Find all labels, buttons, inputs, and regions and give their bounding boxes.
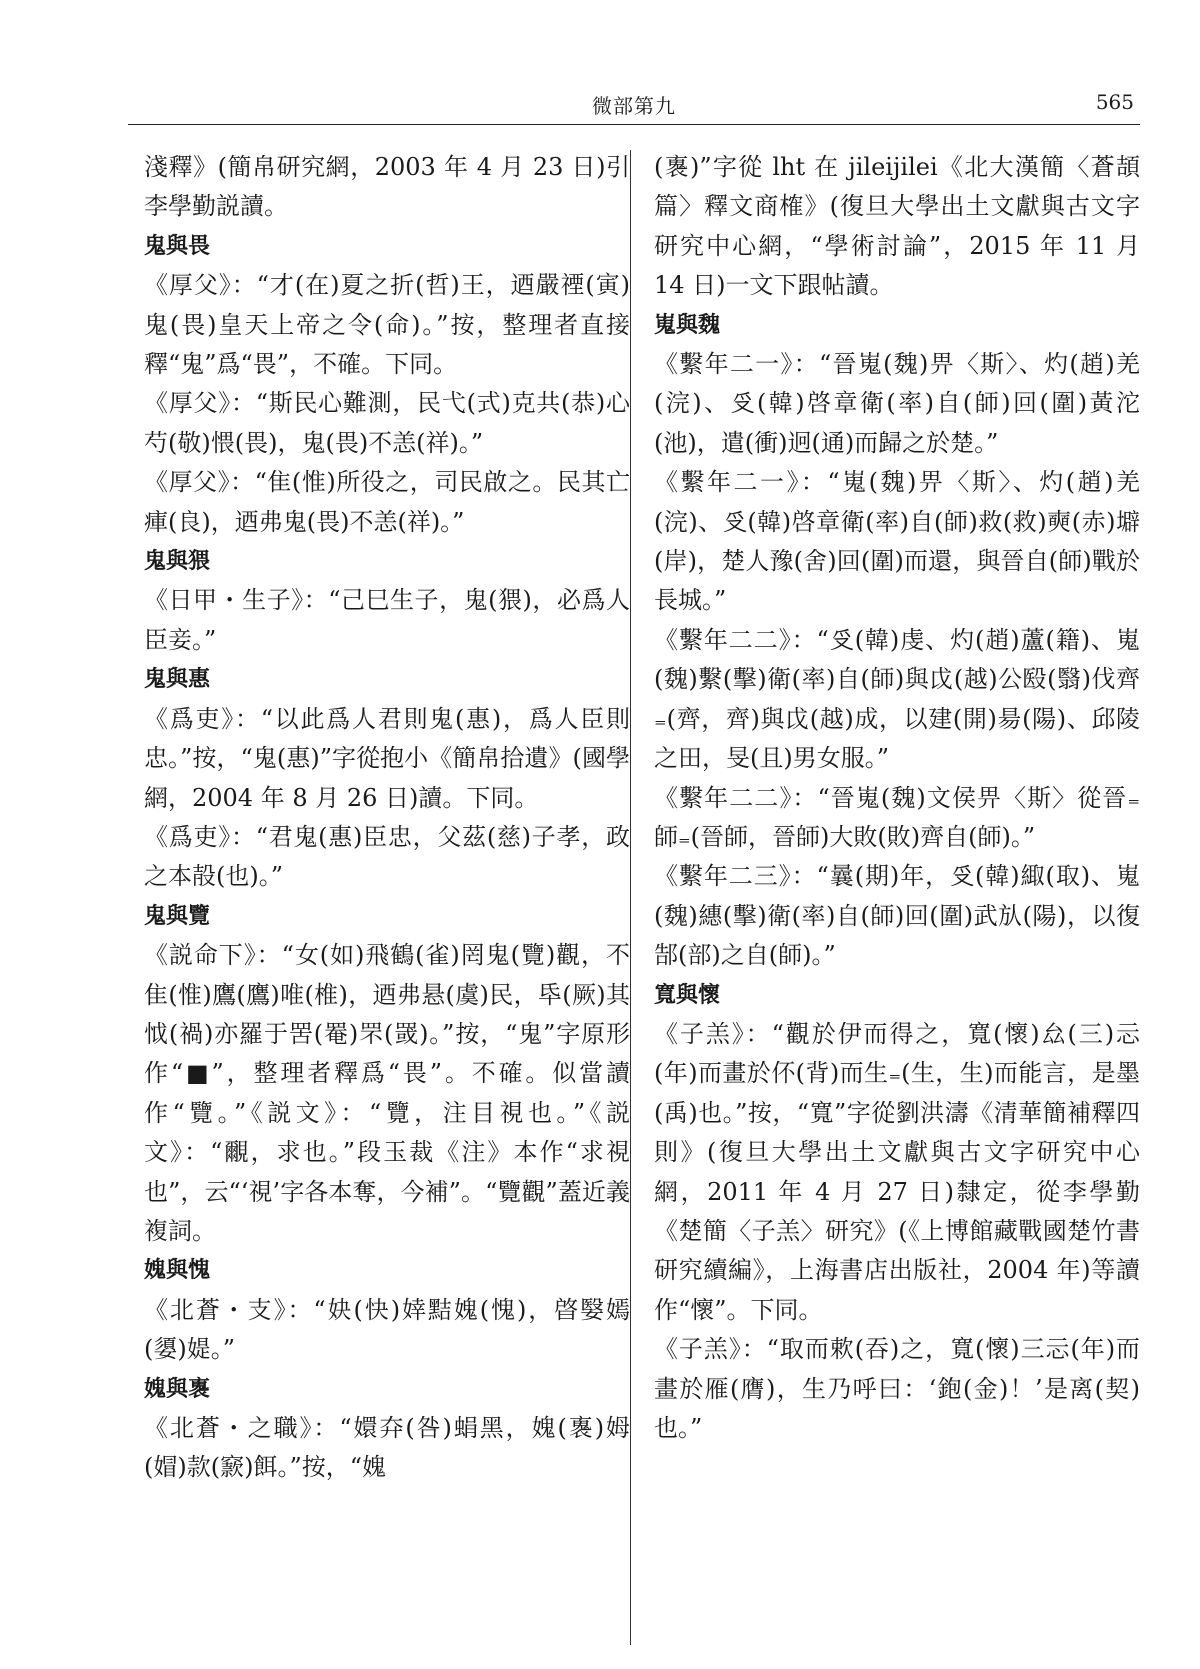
entry-heading: 鬼與覽	[144, 903, 211, 929]
paragraph: 《繫年二一》：“嵬(魏)畀〈斯〉、灼(趙)羌(浣)、𠬪(韓)啓章衛(率)自(師)救(救)奭(赤)壀(岸)，楚人豫(舍)回(圍)而還，與晉自(師)戰於長城。”	[654, 468, 1140, 615]
paragraph: 《日甲・生子》：“己巳生子，鬼(猥)，必爲人臣妾。”	[144, 586, 630, 654]
paragraph: 《繫年二二》：“𠬪(韓)虔、灼(趙)蘆(籍)、嵬(魏)繫(擊)衛(率)自(師)與戉(越)公殹(翳)伐齊₌(齊，齊)與戉(越)成，以建(開)昜(陽)、邱陵之田，旻(且)男女服。”	[654, 625, 1140, 773]
running-header	[128, 84, 1140, 125]
paragraph: 《爲吏》：“以此爲人君則鬼(惠)，爲人臣則忠。”按，“鬼(惠)”字從抱小《簡帛拾遺》(國學網，2004 年 8 月 26 日)讀。下同。	[144, 704, 630, 812]
paragraph: 《説命下》：“女(如)飛鶴(雀)罔鬼(覽)觀，不隹(惟)鷹(鷹)唯(椎)，迺弗悬(虞)民，氒(厥)其怴(禍)亦羅于罟(罨)罘(罭)。”按，“鬼”字原形作“■”，整理者釋爲“畏”。不確。似當讀作“覽。”《説文》：“覽，注目視也。”《説文》：“覼，求也。”段玉裁《注》本作“求視也”，云“‘視’字各本奪，今補”。“覽觀”蓋近義複詞。	[144, 941, 630, 1245]
entry-heading: 媿與愧	[144, 1258, 211, 1284]
paragraph: 《子羔》：“觀於伊而得之，寬(懷)厽(三)忈(年)而畫於伓(背)而生₌(生，生)而能言，是墨(禹)也。”按，“寬”字從劉洪濤《清華簡補釋四則》(復旦大學出土文獻與古文字研究中心網，2011 年 4 月 27 日)隸定，從李學勤《楚簡〈子羔〉研究》(《上博館藏戰國楚竹書研究續編》，上海書店出版社，2004 年)等讀作“懷”。下同。	[654, 1019, 1140, 1324]
paragraph: 《厚父》：“斯民心難測，民弋(式)克共(恭)心芍(敬)愄(畏)，鬼(畏)不恙(祥)。”	[144, 389, 630, 457]
entry-heading: 鬼與猥	[144, 549, 211, 575]
paragraph: 《繫年二三》：“曩(期)年，𠬪(韓)緅(取)、嵬(魏)繐(擊)衛(率)自(師)回(圍)武㫃(陽)，以復郜(部)之自(師)。”	[654, 862, 1140, 970]
paragraph: 淺釋》(簡帛研究網，2003 年 4 月 23 日)引李學勤説讀。	[144, 153, 630, 221]
paragraph: 《子羔》：“取而欶(吞)之，寬(懷)三忈(年)而畫於雁(膺)，生乃呼曰：‘鉋(金)！’是离(契)也。”	[654, 1335, 1140, 1442]
paragraph: 《爲吏》：“君鬼(惠)臣忠，父茲(慈)子孝，政之本㱿(也)。”	[144, 822, 630, 891]
paragraph: 《厚父》：“才(在)夏之折(哲)王，迺嚴禋(寅)鬼(畏)皇天上帝之令(命)。”按，整理者直接釋“鬼”爲“畏”，不確。下同。	[144, 271, 630, 379]
column-divider	[630, 150, 631, 1645]
paragraph: 《繫年二二》：“晉嵬(魏)文侯畀〈斯〉從晉₌師₌(晉師，晉師)大敗(敗)齊自(師)。”	[654, 783, 1140, 851]
entry-heading: 嵬與魏	[654, 312, 721, 338]
entry-heading: 寬與懷	[654, 982, 721, 1008]
page-number: 565	[1095, 90, 1134, 114]
paragraph: 《厚父》：“隹(惟)所役之，司民啟之。民其亡㾝(良)，迺弗鬼(畏)不恙(祥)。”	[144, 468, 630, 536]
paragraph: 《北蒼・之職》：“嬛㚏(咎)蜎黑，媿(褢)姆(媢)款(窾)餌。”按，“媿	[144, 1414, 630, 1482]
right-column	[654, 148, 1140, 1448]
entry-heading: 鬼與惠	[144, 667, 211, 693]
running-title: 微部第九	[592, 94, 676, 118]
paragraph: (褢)”字從 lht 在 jileijilei《北大漢簡〈蒼頡篇〉釋文商榷》(復旦大學出土文獻與古文字研究中心網，“學術討論”，2015 年 11 月 14 日)一文下跟帖讀。	[654, 153, 1140, 300]
paragraph: 《北蒼・支》：“妜(快)婞黠媿(愧)，晵嫛嫣(嬃)媞。”	[144, 1295, 630, 1364]
entry-heading: 鬼與畏	[144, 233, 211, 259]
left-column	[144, 148, 630, 1488]
entry-heading: 媿與褢	[144, 1376, 211, 1402]
paragraph: 《繫年二一》：“晉嵬(魏)畀〈斯〉、灼(趙)羌(浣)、𠬪(韓)啓章衛(率)自(師)回(圍)黃沱(池)，遣(衝)迥(通)而歸之於楚。”	[654, 350, 1140, 457]
